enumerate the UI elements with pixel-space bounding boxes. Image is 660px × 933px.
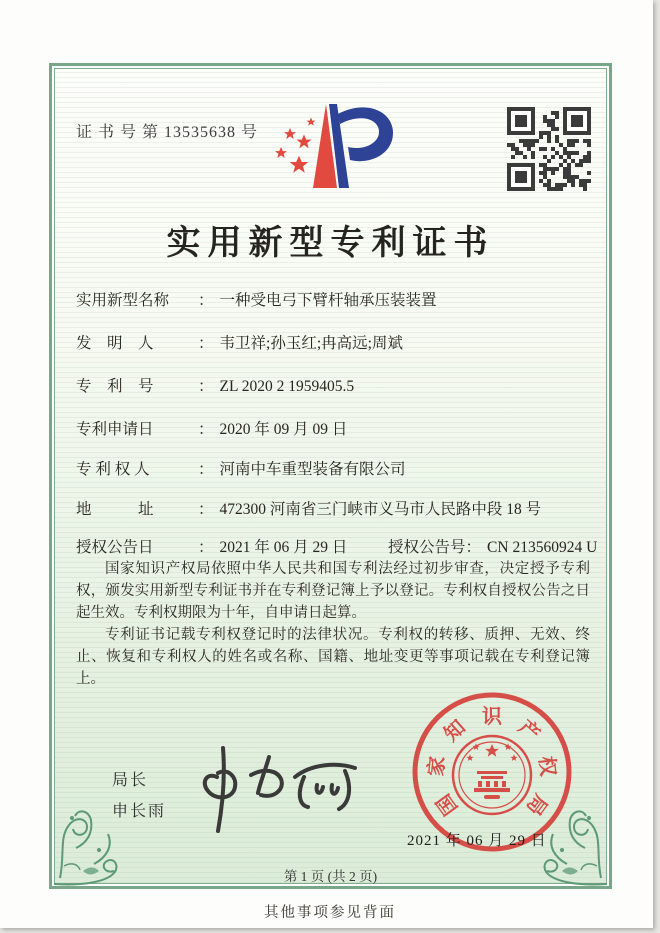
field-address: 地 址 ： 472300 河南省三门峡市义马市人民路中段 18 号: [76, 497, 588, 519]
seal-char: 局: [521, 789, 552, 819]
officer-title: 局长: [112, 772, 149, 789]
field-label: 地 址: [76, 501, 154, 518]
floral-ornament-icon: [50, 776, 142, 888]
certificate-title: 实用新型专利证书: [166, 225, 495, 262]
field-inventors: 发 明 人 ： 韦卫祥;孙玉红;冉高远;周斌: [76, 331, 588, 353]
field-value: 2021 年 06 月 29 日: [219, 539, 348, 556]
field-patentee: 专 利 权 人 ： 河南中车重型装备有限公司: [76, 457, 588, 479]
legal-text: [76, 558, 590, 690]
seal-date: 2021 年 06 月 29 日: [407, 833, 547, 849]
seal-char: 知: [440, 716, 470, 746]
field-grant-date: 授权公告日 ： 2021 年 06 月 29 日 授权公告号： CN 213560924 U: [76, 535, 588, 557]
field-value: CN 213560924 U: [487, 539, 598, 556]
field-value: 一种受电弓下臂杆轴承压装装置: [219, 292, 437, 309]
director-signature: [187, 741, 363, 839]
cnipa-logo-icon: [260, 91, 412, 201]
field-label: 专 利 权 人: [76, 461, 150, 478]
seal-char: 识: [482, 706, 502, 728]
qr-code: [507, 107, 591, 191]
field-value: 472300 河南省三门峡市义马市人民路中段 18 号: [219, 501, 542, 518]
field-label: 授权公告号: [388, 539, 466, 556]
guilloche-background: [54, 68, 607, 884]
seal-char: 产: [514, 716, 544, 746]
certificate-number: 证 书 号 第 13535638 号: [76, 124, 259, 141]
field-label: 专 利 号: [76, 378, 154, 395]
field-value: 韦卫祥;孙玉红;冉高远;周斌: [219, 335, 403, 352]
certificate-frame: [49, 63, 612, 889]
page-number: 第 1 页 (共 2 页): [283, 869, 378, 884]
seal-char: 国: [432, 789, 463, 819]
floral-ornament-icon: [519, 776, 611, 888]
field-value: 河南中车重型装备有限公司: [219, 461, 406, 478]
field-application-date: 专利申请日 ： 2020 年 09 月 09 日: [76, 417, 588, 439]
field-grant-number: 授权公告号： CN 213560924 U: [388, 535, 597, 557]
field-label: 发 明 人: [76, 335, 154, 352]
field-utility-model-name: 实用新型名称 ： 一种受电弓下臂杆轴承压装装置: [76, 288, 588, 310]
field-label: 专利申请日: [76, 421, 154, 438]
field-label: 授权公告日: [76, 539, 154, 556]
seal-char: 权: [534, 755, 559, 778]
field-label: 实用新型名称: [76, 292, 170, 309]
officer-name: 申长雨: [112, 803, 167, 820]
field-patent-number: 专 利 号 ： ZL 2020 2 1959405.5: [76, 374, 588, 396]
field-value: 2020 年 09 月 09 日: [219, 421, 348, 438]
back-note: 其他事项参见背面: [264, 905, 396, 921]
field-value: ZL 2020 2 1959405.5: [219, 378, 355, 395]
seal-char: 家: [425, 755, 450, 778]
legal-paragraph: 国家知识产权局依照中华人民共和国专利法经过初步审查，决定授予专利权，颁发实用新型专利证书并在专利登记簿上予以登记。专利权自授权公告之日起生效。专利权期限为十年，自申请日起算。: [76, 561, 590, 621]
legal-paragraph: 专利证书记载专利权登记时的法律状况。专利权的转移、质押、无效、终止、恢复和专利权人的姓名或名称、国籍、地址变更等事项记载在专利登记簿上。: [76, 627, 590, 687]
